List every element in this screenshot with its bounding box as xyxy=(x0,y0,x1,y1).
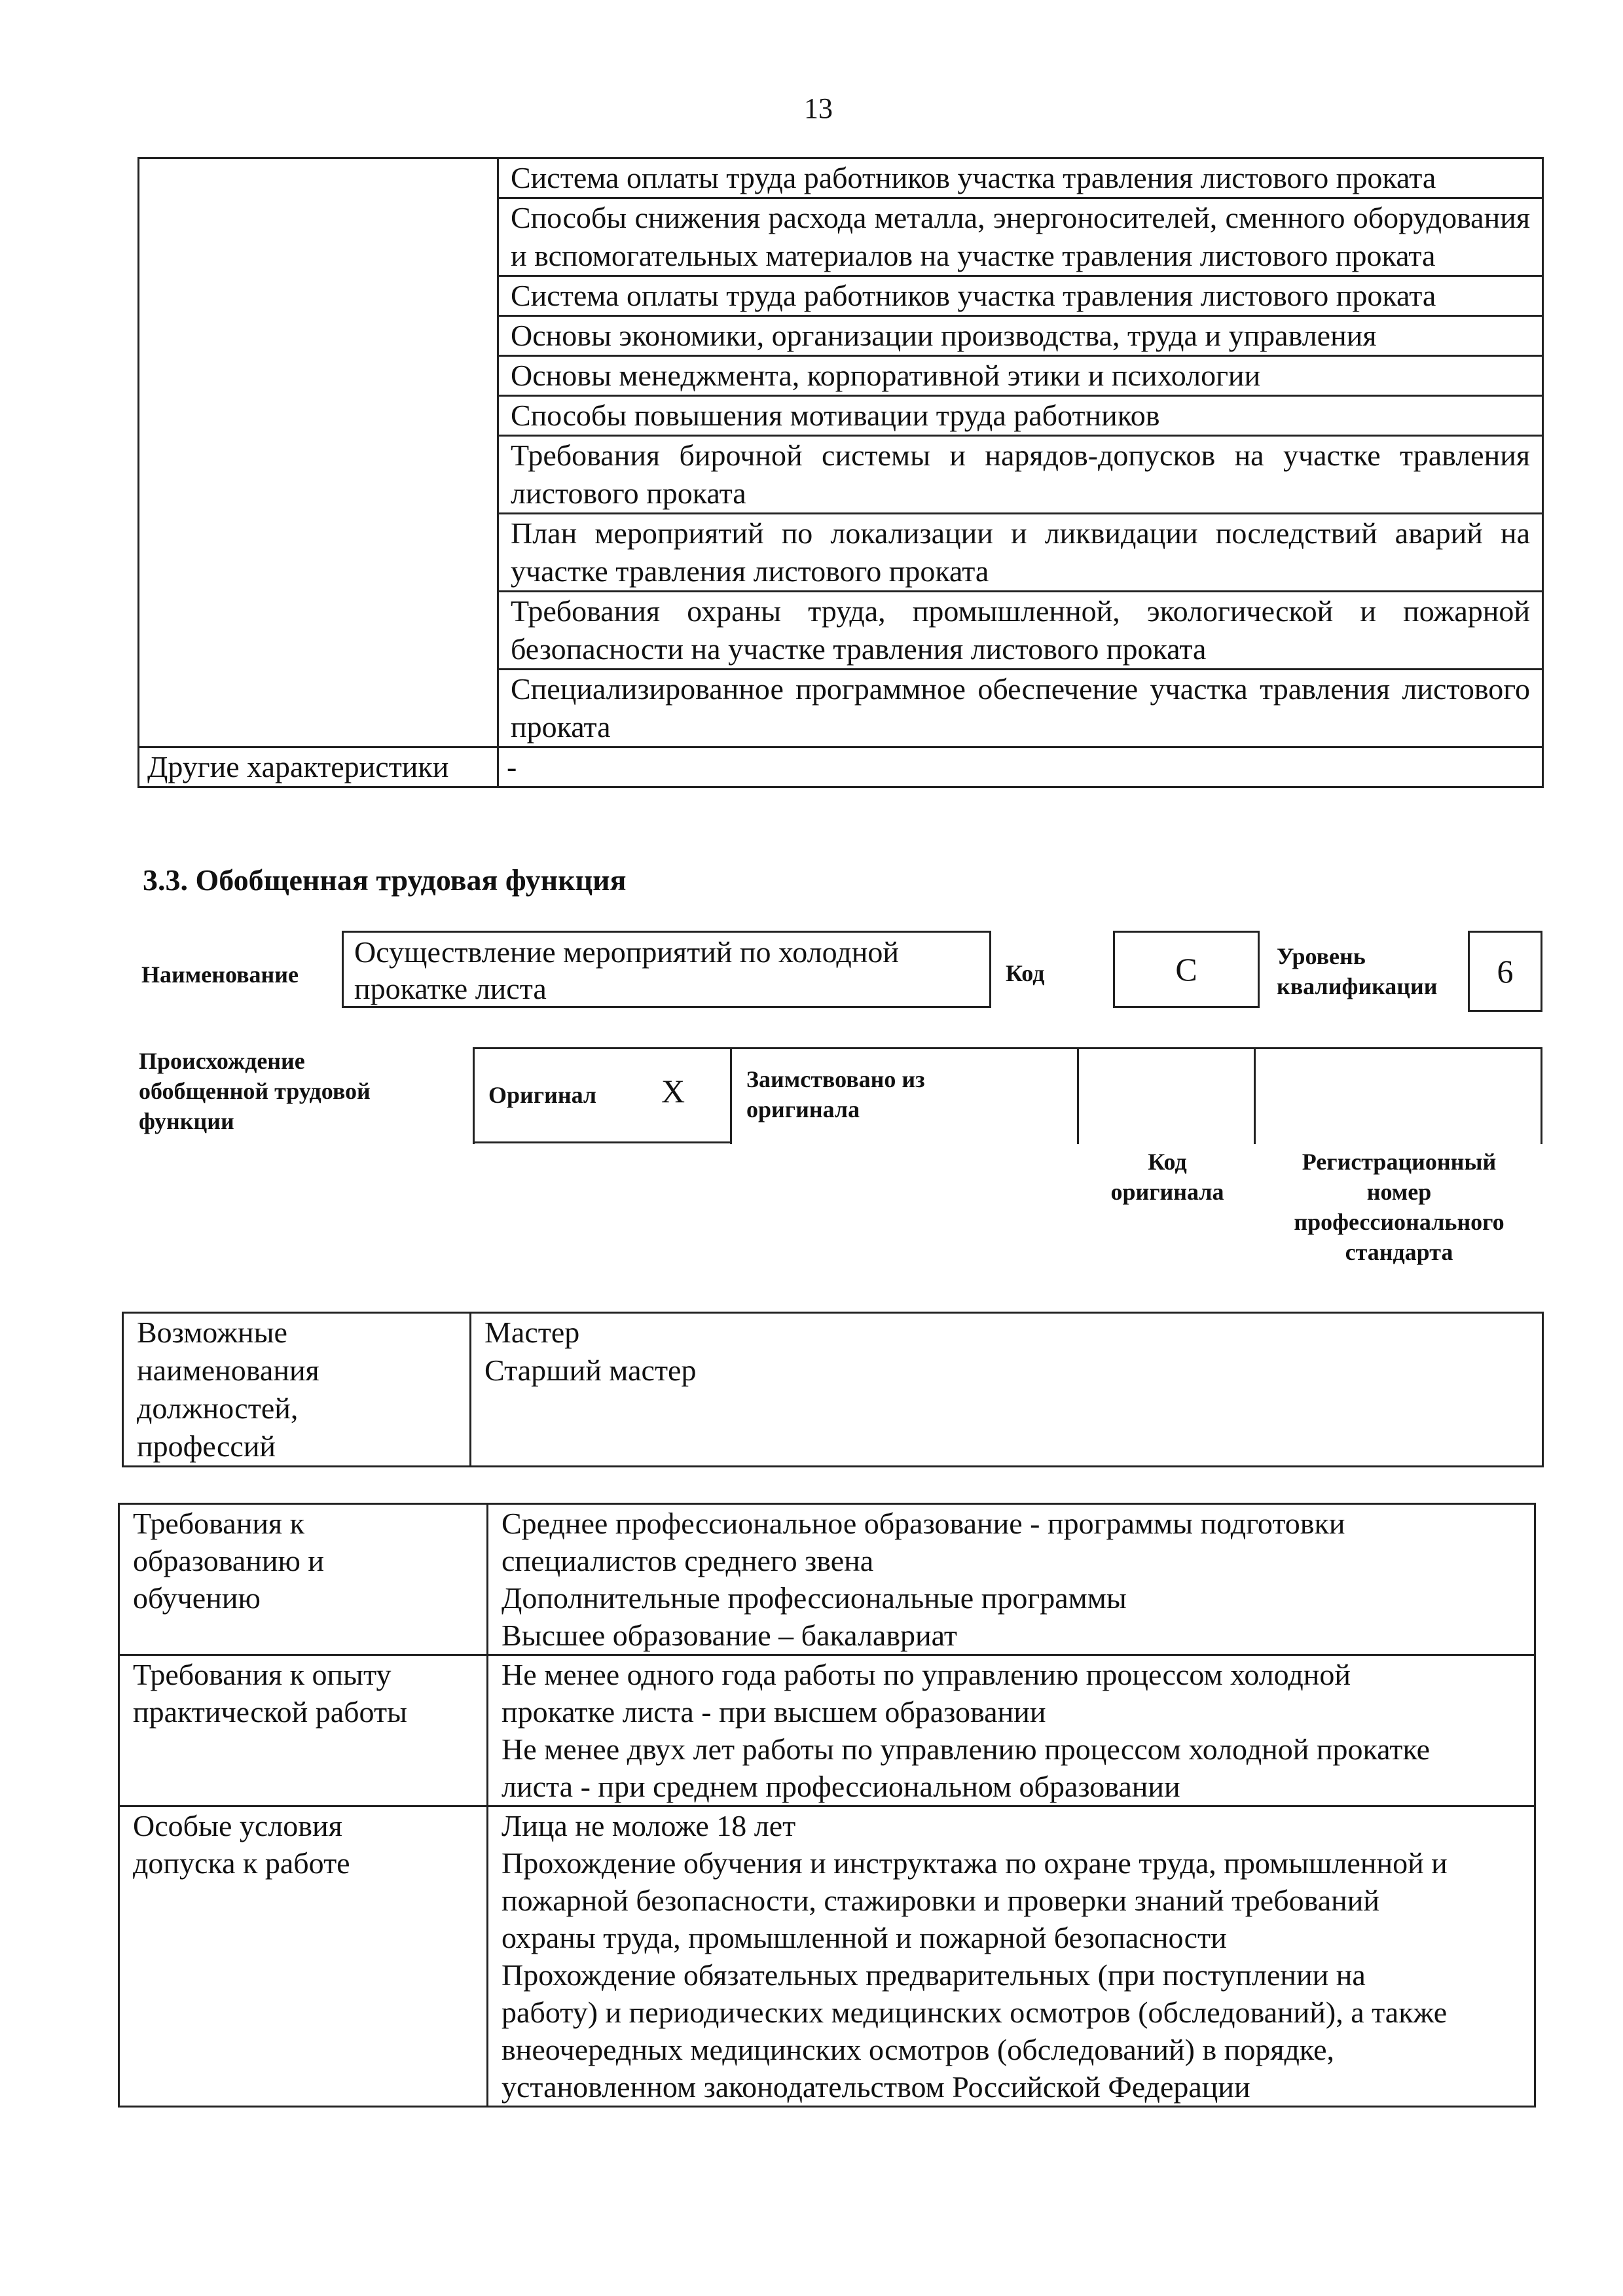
knowledge-item: Система оплаты труда работников участка травления листового проката xyxy=(498,158,1543,198)
level-label-line-2: квалификации xyxy=(1277,973,1438,999)
other-characteristics-value: - xyxy=(498,747,1543,787)
level-label-line-1: Уровень xyxy=(1277,943,1366,969)
knowledge-item: Специализированное программное обеспечение участка травления листового проката xyxy=(498,670,1543,747)
table-row xyxy=(119,1504,1535,1655)
code-label: Код xyxy=(1006,960,1045,986)
knowledge-item: Требования охраны труда, промышленной, экологической и пожарной безопасности на участке травления листового проката xyxy=(498,592,1543,670)
conditions-line: внеочередных медицинских осмотров (обследований) в порядке, xyxy=(501,2033,1335,2066)
education-line: Среднее профессиональное образование - программы подготовки xyxy=(501,1507,1345,1540)
conditions-label-line: допуска к работе xyxy=(133,1846,350,1880)
position-name: Мастер xyxy=(484,1316,580,1349)
positions-label-line: наименования xyxy=(137,1354,319,1387)
conditions-line: охраны труда, промышленной и пожарной безопасности xyxy=(501,1921,1227,1954)
positions-label-line: должностей, xyxy=(137,1391,299,1425)
knowledge-item: Основы менеджмента, корпоративной этики и психологии xyxy=(498,356,1543,396)
education-line: Дополнительные профессиональные программы xyxy=(501,1581,1127,1615)
experience-line: прокатке листа - при высшем образовании xyxy=(501,1695,1046,1729)
education-label-line: обучению xyxy=(133,1581,261,1615)
positions-label-cell xyxy=(123,1313,471,1467)
education-line: Высшее образование – бакалавриат xyxy=(501,1619,957,1652)
experience-line: листа - при среднем профессиональном образовании xyxy=(501,1770,1180,1803)
original-code-caption-line-1: Код xyxy=(1148,1149,1187,1175)
original-code-caption-line-2: оригинала xyxy=(1110,1179,1224,1205)
conditions-line: работу) и периодических медицинских осмотров (обследований), а также xyxy=(501,1996,1448,2029)
knowledge-item: Способы повышения мотивации труда работников xyxy=(498,396,1543,436)
original-label: Оригинал xyxy=(488,1082,597,1108)
table-row xyxy=(139,158,1543,198)
original-mark: X xyxy=(661,1073,685,1109)
origin-table xyxy=(473,1047,1542,1144)
origin-label-line-3: функции xyxy=(139,1108,234,1134)
experience-line: Не менее одного года работы по управлению процессом холодной xyxy=(501,1658,1351,1691)
experience-label-line: практической работы xyxy=(133,1695,407,1729)
positions-label-line: Возможные xyxy=(137,1316,287,1349)
requirements-table xyxy=(118,1503,1536,2108)
conditions-line: установленном законодательством Российской Федерации xyxy=(501,2070,1250,2104)
original-code-cell xyxy=(1079,1049,1256,1144)
knowledge-item: Система оплаты труда работников участка травления листового проката xyxy=(498,276,1543,316)
conditions-line: Лица не моложе 18 лет xyxy=(501,1809,796,1842)
qualification-level-box: 6 xyxy=(1468,931,1542,1012)
function-name-box: Осуществление мероприятий по холодной прокатке листа xyxy=(342,931,991,1008)
conditions-line: пожарной безопасности, стажировки и проверки знаний требований xyxy=(501,1884,1380,1917)
table-row xyxy=(123,1313,1543,1467)
conditions-label-cell xyxy=(119,1806,488,2107)
origin-label-line-2: обобщенной трудовой xyxy=(139,1078,371,1104)
registration-caption-line-4: стандарта xyxy=(1345,1239,1453,1265)
conditions-line: Прохождение обучения и инструктажа по охране труда, промышленной и xyxy=(501,1846,1448,1880)
positions-label-line: профессий xyxy=(137,1429,276,1463)
knowledge-table xyxy=(137,157,1544,788)
name-label: Наименование xyxy=(141,961,299,988)
table-row xyxy=(139,747,1543,787)
table-row xyxy=(119,1806,1535,2107)
education-label-cell xyxy=(119,1504,488,1655)
education-label-line: образованию и xyxy=(133,1544,324,1577)
origin-left-border xyxy=(473,1047,475,1144)
knowledge-item: Требования бирочной системы и нарядов-допусков на участке травления листового проката xyxy=(498,436,1543,514)
registration-caption-line-2: номер xyxy=(1366,1179,1432,1205)
education-value-cell xyxy=(488,1504,1535,1655)
conditions-line: Прохождение обязательных предварительных (при поступлении на xyxy=(501,1958,1366,1992)
borrowed-label-line-1: Заимствовано из xyxy=(746,1066,925,1092)
registration-caption-line-1: Регистрационный xyxy=(1302,1149,1497,1175)
origin-bottom-border xyxy=(473,1141,732,1143)
page-number: 13 xyxy=(804,92,833,124)
registration-caption-line-3: профессионального xyxy=(1294,1209,1504,1235)
code-box: C xyxy=(1113,931,1260,1008)
experience-label-cell xyxy=(119,1655,488,1806)
registration-number-cell xyxy=(1256,1049,1542,1144)
education-line: специалистов среднего звена xyxy=(501,1544,874,1577)
borrowed-label-line-2: оригинала xyxy=(746,1096,860,1122)
table-row xyxy=(119,1655,1535,1806)
knowledge-item: Основы экономики, организации производства, труда и управления xyxy=(498,316,1543,356)
knowledge-label-cell xyxy=(139,158,498,747)
experience-label-line: Требования к опыту xyxy=(133,1658,392,1691)
knowledge-item: Способы снижения расхода металла, энергоносителей, сменного оборудования и вспомогательных материалов на участке травления листового проката xyxy=(498,198,1543,276)
experience-line: Не менее двух лет работы по управлению процессом холодной прокатке xyxy=(501,1732,1431,1766)
education-label-line: Требования к xyxy=(133,1507,304,1540)
other-characteristics-label: Другие характеристики xyxy=(139,747,498,787)
origin-label-line-1: Происхождение xyxy=(139,1048,305,1074)
positions-value-cell xyxy=(471,1313,1543,1467)
experience-value-cell xyxy=(488,1655,1535,1806)
section-heading: 3.3. Обобщенная трудовая функция xyxy=(143,863,627,897)
positions-table xyxy=(122,1312,1544,1467)
conditions-value-cell xyxy=(488,1806,1535,2107)
knowledge-item: План мероприятий по локализации и ликвидации последствий аварий на участке травления листового проката xyxy=(498,514,1543,592)
position-name: Старший мастер xyxy=(484,1354,697,1387)
conditions-label-line: Особые условия xyxy=(133,1809,342,1842)
